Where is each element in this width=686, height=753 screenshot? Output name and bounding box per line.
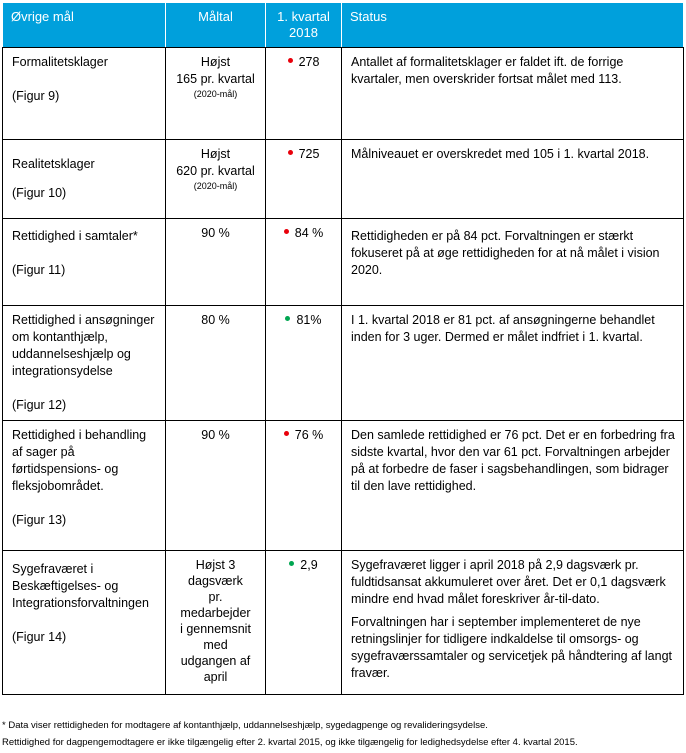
status-cell bbox=[342, 421, 684, 551]
red-dot-icon bbox=[284, 431, 289, 436]
value-cell bbox=[266, 48, 342, 140]
table-row bbox=[3, 219, 684, 306]
table-row bbox=[3, 421, 684, 551]
status-cell bbox=[342, 140, 684, 219]
target-text-2: 165 pr. kvartal bbox=[176, 72, 255, 86]
value-cell bbox=[266, 306, 342, 421]
target-cell bbox=[166, 140, 266, 219]
status-text-2: Forvaltningen har i september implementeret de nye retningslinjer for tidligere indkaldelse til omsorgs- og sygefraværssamtaler og servicetjek på håndtering af langt fravær. bbox=[351, 615, 672, 680]
figure-ref: (Figur 12) bbox=[12, 398, 67, 412]
goal-cell bbox=[3, 140, 166, 219]
target-text: Højst bbox=[200, 147, 231, 161]
quarter-value: 76 % bbox=[294, 428, 324, 442]
target-note: (2020-mål) bbox=[193, 89, 238, 99]
target-text-2: 620 pr. kvartal bbox=[176, 164, 255, 178]
table-row bbox=[3, 551, 684, 695]
target-note: (2020-mål) bbox=[193, 181, 238, 191]
goal-cell bbox=[3, 219, 166, 306]
target-text: Højst bbox=[200, 55, 231, 69]
value-cell bbox=[266, 219, 342, 306]
status-text: Målniveauet er overskredet med 105 i 1. kvartal 2018. bbox=[351, 147, 650, 161]
value-cell bbox=[266, 421, 342, 551]
goal-name: Rettidighed i ansøgninger om kontanthjælp, uddannelseshjælp og integrationsydelse bbox=[12, 313, 155, 378]
status-text: Antallet af formalitetsklager er faldet ift. de forrige kvartaler, men overskrider fortsat målet med 113. bbox=[351, 55, 624, 86]
quarter-value: 84 % bbox=[294, 226, 324, 240]
header-quarter: 1. kvartal 2018 bbox=[266, 3, 342, 48]
goal-name: Realitetsklager bbox=[12, 157, 95, 171]
figure-ref: (Figur 13) bbox=[12, 513, 67, 527]
status-text: Rettidigheden er på 84 pct. Forvaltningen er stærkt fokuseret på at øge rettidigheden for at nå målet i vision 2020. bbox=[351, 229, 660, 277]
goal-cell bbox=[3, 306, 166, 421]
target-text: Højst 3 dagsværk pr. medarbejder i gennemsnit med udgangen af april bbox=[180, 558, 251, 684]
status-cell bbox=[342, 219, 684, 306]
value-cell bbox=[266, 551, 342, 695]
green-dot-icon bbox=[285, 316, 290, 321]
goal-name: Formalitetsklager bbox=[12, 55, 108, 69]
target-cell bbox=[166, 306, 266, 421]
status-text: I 1. kvartal 2018 er 81 pct. af ansøgningerne behandlet inden for 3 uger. Dermed er målet indfriet i 1. kvartal. bbox=[351, 313, 655, 344]
figure-ref: (Figur 10) bbox=[12, 186, 67, 200]
footnote-2: Rettidighed for dagpengemodtagere er ikke tilgængelig efter 2. kvartal 2015, og ikke tilgængelig for ledighedsydelse efter 4. kvartal 2015. bbox=[2, 737, 578, 748]
status-cell bbox=[342, 306, 684, 421]
header-status: Status bbox=[342, 3, 684, 48]
target-cell bbox=[166, 219, 266, 306]
target-cell bbox=[166, 421, 266, 551]
red-dot-icon bbox=[288, 150, 293, 155]
goal-name: Rettidighed i samtaler* bbox=[12, 229, 138, 243]
status-text: Sygefraværet ligger i april 2018 på 2,9 dagsværk pr. fuldtidsansat akkumuleret over året. Det er 0,1 dagsværk mindre end hvad målet foreskriver år-til-dato. bbox=[351, 558, 666, 606]
status-cell bbox=[342, 551, 684, 695]
table-row bbox=[3, 140, 684, 219]
figure-ref: (Figur 11) bbox=[12, 263, 66, 277]
value-cell bbox=[266, 140, 342, 219]
red-dot-icon bbox=[284, 229, 289, 234]
goal-name: Rettidighed i behandling af sager på førtidspensions- og fleksjobområdet. bbox=[12, 428, 147, 493]
goal-cell bbox=[3, 551, 166, 695]
figure-ref: (Figur 9) bbox=[12, 89, 60, 103]
figure-ref: (Figur 14) bbox=[12, 630, 67, 644]
table-row bbox=[3, 306, 684, 421]
quarter-value: 725 bbox=[298, 147, 320, 161]
quarter-value: 278 bbox=[298, 55, 320, 69]
footnote-1: * Data viser rettidigheden for modtagere af kontanthjælp, uddannelseshjælp, sygedagpenge og revalideringsydelse. bbox=[2, 720, 488, 731]
quarter-value: 81% bbox=[296, 313, 322, 327]
target-text: 90 % bbox=[201, 428, 230, 442]
target-text: 80 % bbox=[201, 313, 230, 327]
status-cell bbox=[342, 48, 684, 140]
goal-name: Sygefraværet i Beskæftigelses- og Integrationsforvaltningen bbox=[12, 562, 149, 610]
green-dot-icon bbox=[289, 561, 294, 566]
header-row bbox=[3, 3, 684, 48]
red-dot-icon bbox=[288, 58, 293, 63]
goal-cell bbox=[3, 421, 166, 551]
target-cell bbox=[166, 48, 266, 140]
header-goal: Øvrige mål bbox=[3, 3, 166, 48]
status-text: Den samlede rettidighed er 76 pct. Det er en forbedring fra sidste kvartal, hvor den var 61 pct. Forvaltningen arbejder på at forbedre de faser i sagsbehandlingen, som bidrager til den lave rettidighed. bbox=[351, 428, 675, 493]
quarter-value: 2,9 bbox=[300, 558, 318, 572]
header-target: Måltal bbox=[166, 3, 266, 48]
goal-cell bbox=[3, 48, 166, 140]
table-row bbox=[3, 48, 684, 140]
goals-table bbox=[2, 2, 684, 695]
target-text: 90 % bbox=[201, 226, 230, 240]
target-cell bbox=[166, 551, 266, 695]
